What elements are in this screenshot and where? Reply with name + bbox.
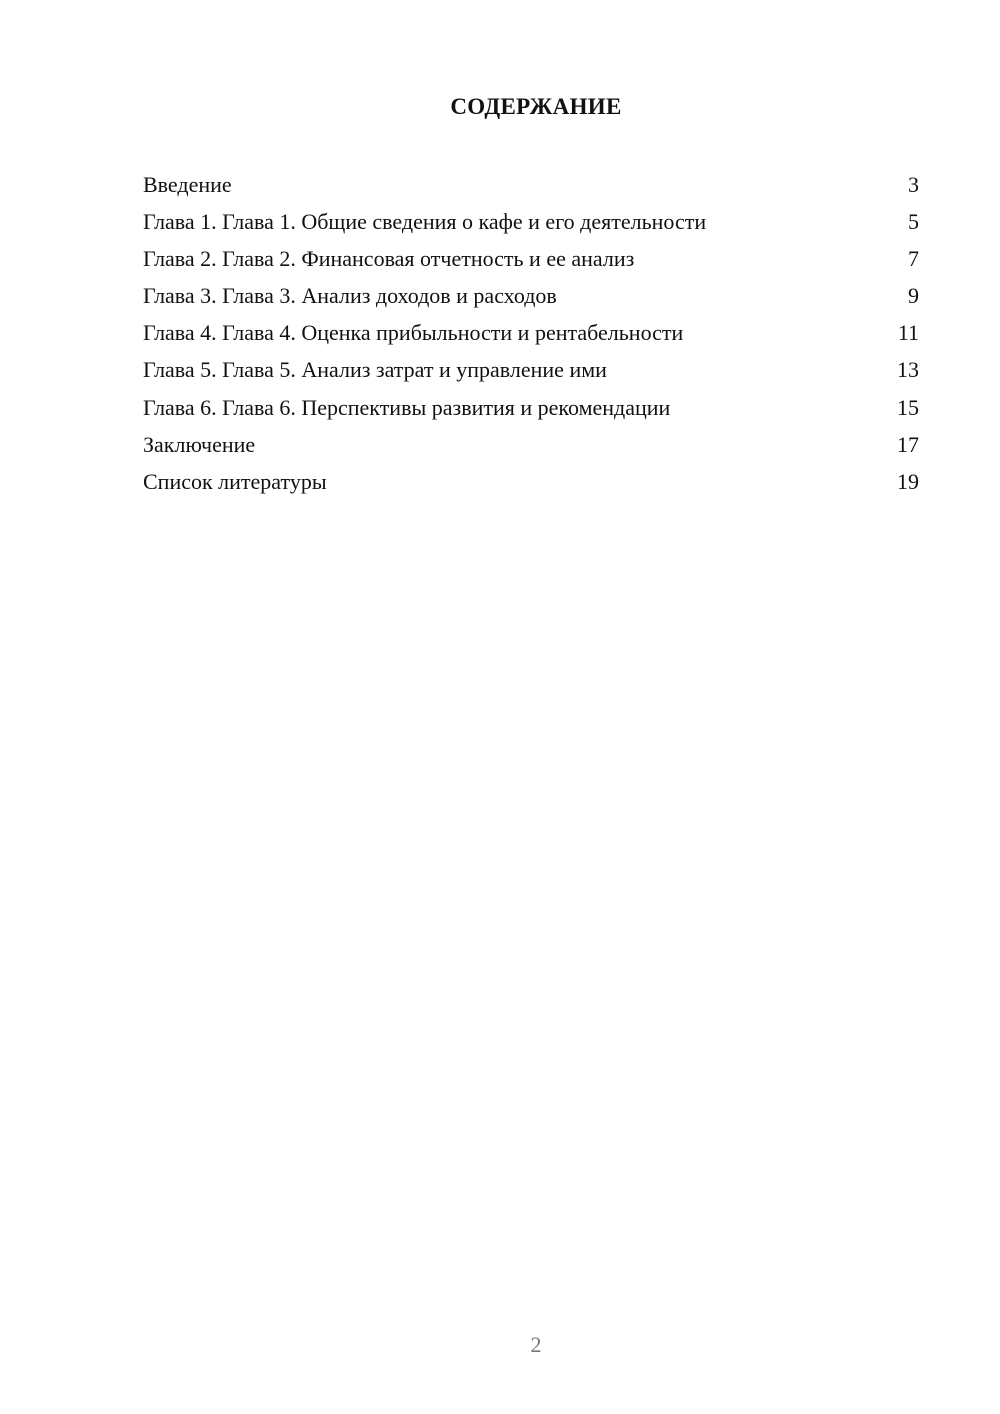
page-title: СОДЕРЖАНИЕ (450, 94, 622, 119)
toc-entry-label: Введение (143, 172, 232, 197)
toc-entry-label: Глава 2. Глава 2. Финансовая отчетность и ее анализ (143, 246, 635, 272)
toc-entry-page: 9 (908, 283, 919, 309)
toc-entry-page: 15 (897, 394, 919, 420)
toc-entry[interactable] (143, 314, 919, 351)
toc-entry-label: Глава 1. Глава 1. Общие сведения о кафе и его деятельности (143, 209, 707, 235)
toc-entry[interactable] (143, 389, 919, 426)
toc-entry[interactable] (143, 463, 919, 500)
toc-entry[interactable] (143, 203, 919, 240)
toc-entry-page: 13 (897, 357, 919, 383)
toc-entry[interactable] (143, 166, 919, 203)
toc-entry-label: Глава 5. Глава 5. Анализ затрат и управление ими (143, 357, 607, 383)
toc-entry-label: Глава 3. Глава 3. Анализ доходов и расходов (143, 283, 557, 309)
toc-entry-page: 11 (897, 320, 919, 346)
toc-entry-label: Заключение (143, 431, 256, 457)
toc-entry[interactable] (143, 351, 919, 388)
toc-entry-label: Глава 4. Глава 4. Оценка прибыльности и рентабельности (143, 320, 684, 346)
toc-entry-label: Глава 6. Глава 6. Перспективы развития и рекомендации (143, 394, 671, 420)
toc-entry-page: 19 (897, 468, 919, 494)
table-of-contents (143, 166, 919, 500)
toc-entry-page: 5 (908, 209, 919, 235)
toc-entry[interactable] (143, 277, 919, 314)
toc-entry-label: Список литературы (143, 468, 327, 494)
toc-entry-page: 3 (908, 172, 919, 197)
toc-entry[interactable] (143, 240, 919, 277)
page-number: 2 (530, 1332, 542, 1357)
toc-entry[interactable] (143, 426, 919, 463)
toc-entry-page: 17 (897, 431, 919, 457)
toc-entry-page: 7 (908, 246, 919, 272)
